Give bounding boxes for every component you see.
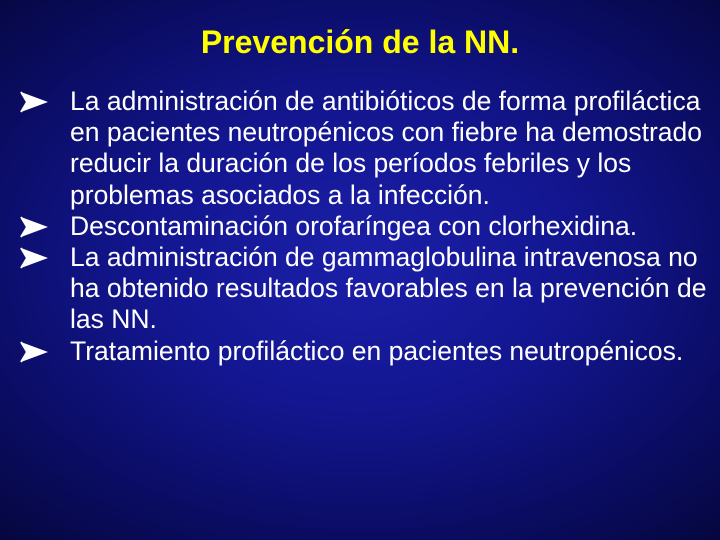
bullet-item <box>18 242 708 336</box>
bullet-text: La administración de gammaglobulina intravenosa no ha obtenido resultados favorables en la prevención de las NN. <box>70 242 707 335</box>
bullet-text: Tratamiento profiláctico en pacientes neutropénicos. <box>70 335 684 366</box>
arrowhead-icon <box>18 341 52 363</box>
slide-title: Prevención de la NN. <box>200 24 520 60</box>
bullet-text: La administración de antibióticos de forma profiláctica en pacientes neutropénicos con fiebre ha demostrado reducir la duración de los períodos febriles y los problemas asociados a la infección. <box>70 86 703 210</box>
bullet-item <box>18 211 708 242</box>
arrowhead-icon <box>18 247 52 269</box>
bullet-list <box>18 86 708 367</box>
bullet-item <box>18 86 708 211</box>
bullet-text: Descontaminación orofaríngea con clorhexidina. <box>70 210 638 241</box>
arrowhead-icon <box>18 91 52 113</box>
bullet-item <box>18 336 708 367</box>
arrowhead-icon <box>18 216 52 238</box>
